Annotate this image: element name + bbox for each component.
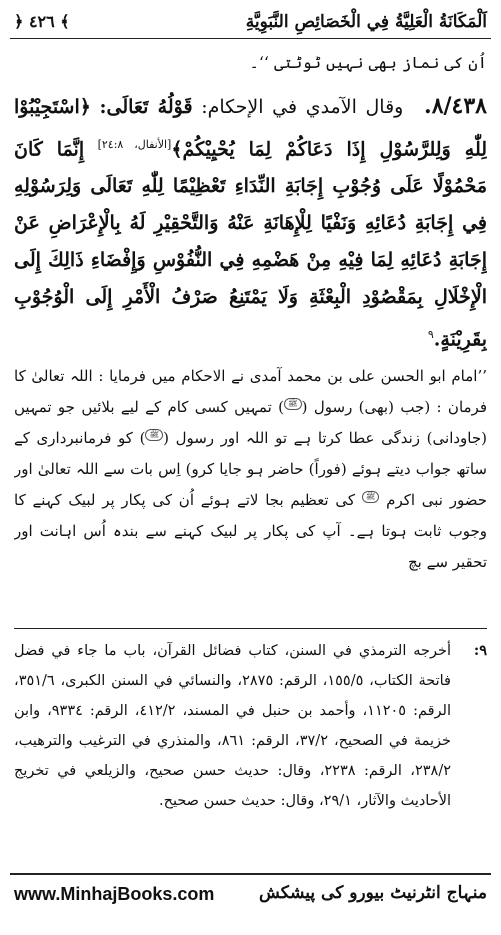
footnote-divider bbox=[14, 628, 487, 629]
salawat-symbol: ﷺ bbox=[284, 398, 302, 410]
arabic-intro: وقال الآمدي في الإحكام: bbox=[201, 96, 404, 118]
arabic-body: إِنَّمَا كَانَ مَحْمُوْلًا عَلَى وُجُوْبِ إِجَابَةِ النِّدَاءِ تَعْظِيْمًا لِلّٰهِ تَعَالَى وَلِرَسُوْلِهِ فِي إِجَابَةِ دُعَائِهِ وَنَفْيًا لِلْإِهَانَةِ عَنْهُ وَالتَّحْقِيْرِ لَهُ بِالْإِعْرَاضِ عَنْ إِجَابَةِ دُعَائِهِ لِمَا فِيْهِ مِنْ هَضْمِهِ فِي النُّفُوْسِ وَإِفْضَاءِ ذَالِكَ إِلَى الْإِخْلَالِ بِمَقْصُوْدِ الْبِعْثَةِ وَلَا يَمْتَنِعُ صَرْفُ الْأَمْرِ إِلَى الْوُجُوْبِ بِقَرِيْنَةٍ. bbox=[14, 138, 487, 351]
page-footer bbox=[14, 880, 487, 920]
salawat-symbol: ﷺ bbox=[145, 429, 163, 441]
arabic-quote-lead: قَوْلُهُ تَعَالَى: bbox=[99, 96, 193, 118]
urdu-continuation: اُن کی نماز بھی نہیں ٹوٹتی ‘‘۔ bbox=[249, 53, 487, 72]
footnote-number: ٩: bbox=[473, 642, 487, 659]
header-divider bbox=[10, 38, 491, 39]
quran-reference: [الأنفال، ٢٤:٨] bbox=[97, 138, 172, 151]
page-header bbox=[14, 8, 487, 36]
footnote-marker: ٩ bbox=[427, 328, 434, 342]
page-number: ﴾ ٤٢٦ ﴿ bbox=[14, 12, 70, 31]
publisher-credit: منہاج انٹرنیٹ بیورو کی پیشکش bbox=[259, 883, 487, 903]
website-link[interactable]: www.MinhajBooks.com bbox=[14, 884, 215, 904]
urdu-translation-part-2: ) تمہیں کسی کام کے لیے بلائیں جو تمہیں (جاودانی) زندگی عطا کرتا ہے تو اللہ اور رسول ( bbox=[14, 397, 487, 447]
footnote-section bbox=[14, 636, 487, 868]
footer-divider bbox=[10, 873, 491, 875]
arabic-entry bbox=[14, 88, 487, 359]
main-content bbox=[14, 44, 487, 619]
urdu-translation bbox=[14, 361, 487, 578]
book-title: اَلْمَكَانَةُ الْعَلِيَّةُ فِي الْخَصَائِصِ النَّبَوِيَّةِ bbox=[245, 12, 487, 32]
urdu-translation-part-4: کی تعظیم بجا لاتے ہوئے اُن کی پکار پر لبیک کہنے کا وجوب ثابت ہوتا ہے۔ آپ کی پکار پر لبیک کہنے سے بندہ اُس اہانت اور تحقیر سے بچ bbox=[14, 490, 487, 571]
footnote-text: أخرجه الترمذي في السنن، كتاب فضائل القرآن، باب ما جاء في فضل فاتحة الكتاب، ١٥٥/٥، الرقم: ٢٨٧٥، والنسائي في السنن الكبرى، ٣٥١/٦، الرقم: ١١٢٠٥، وأحمد بن حنبل في المسند، ٤١٢/٢، الرقم: ٩٣٣٤، وابن خزيمة في الصحيح، ٣٧/٢، الرقم: ٨٦١، والمنذري في الترغيب والترهيب، ٢٣٨/٢، الرقم: ٢٢٣٨، وقال: حديث حسن صحيح، والزيلعي في تخريج الأحاديث والآثار، ٢٩/١، وقال: حديث حسن صحيح. bbox=[14, 643, 452, 809]
entry-number: ٨/٤٣٨. bbox=[424, 93, 487, 119]
urdu-translation-part-3: ) کو فرمانبرداری کے ساتھ جواب دیتے ہوئے (فوراً) حاضر ہو جایا کرو) اِس بات سے اللہ تعالیٰ اور حضور نبی اکرم bbox=[14, 428, 487, 509]
salawat-symbol: ﷺ bbox=[362, 491, 380, 503]
quran-verse: ﴿اسْتَجِيْبُوْا لِلّٰهِ وَلِلرَّسُوْلِ إِذَا دَعَاكُمْ لِمَا يُحْيِيْكُمْ﴾ bbox=[14, 96, 487, 161]
urdu-translation-part-1: ’’امام ابو الحسن علی بن محمد آمدی نے الاحکام میں فرمایا : اللہ تعالیٰ کا فرمان : (جب (بھی) رسول ( bbox=[14, 366, 487, 416]
